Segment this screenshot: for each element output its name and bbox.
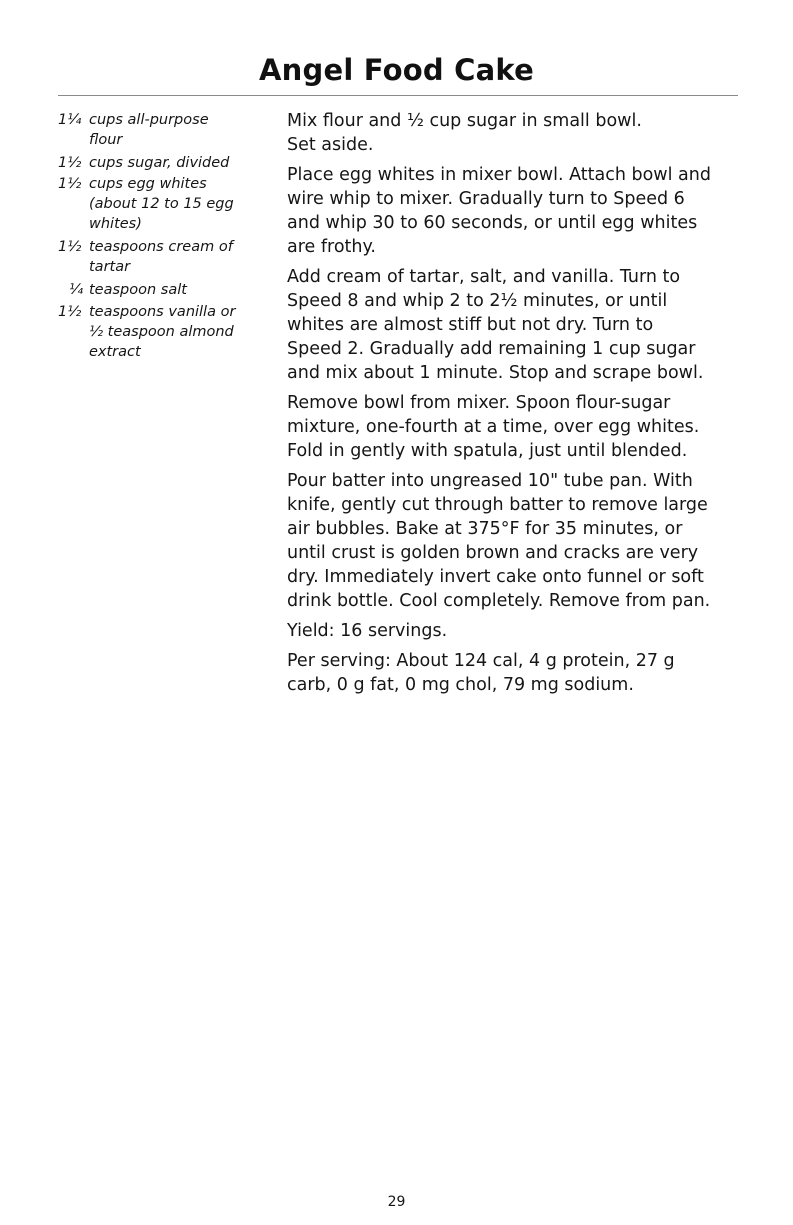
ingredient-text: cups egg whites (about 12 to 15 egg whites) (89, 176, 234, 232)
ingredient-text: cups all-purpose flour (89, 112, 209, 148)
page-number: 29 (387, 1194, 406, 1210)
method-instructions (287, 109, 742, 703)
method-step: Mix flour and ½ cup sugar in small bowl. Set aside. (287, 111, 642, 155)
ingredient-item (58, 110, 278, 150)
ingredient-quantity: 1½ (58, 304, 82, 320)
ingredient-item (58, 174, 278, 234)
method-step: Add cream of tartar, salt, and vanilla. Turn to Speed 8 and whip 2 to 2½ minutes, or until whites are almost stiff but not dry. Turn to Speed 2. Gradually add remaining 1 cup sugar and mix about 1 minute. Stop and scrape bowl. (287, 267, 704, 383)
nutrition-text: Per serving: About 124 cal, 4 g protein, 27 g carb, 0 g fat, 0 mg chol, 79 mg sodium. (287, 651, 675, 695)
ingredient-quantity: 1½ (58, 176, 82, 192)
ingredient-list (58, 110, 278, 362)
ingredient-quantity: ¼ (68, 282, 83, 298)
page-title: Angel Food Cake (259, 53, 534, 87)
ingredient-quantity: 1¼ (58, 112, 82, 128)
method-step: Remove bowl from mixer. Spoon flour-sugar mixture, one-fourth at a time, over egg whites. Fold in gently with spatula, just until blended. (287, 393, 700, 461)
ingredient-item (58, 153, 278, 173)
yield-text: Yield: 16 servings. (287, 621, 448, 641)
ingredient-quantity: 1½ (58, 239, 82, 255)
ingredient-text: teaspoons cream of tartar (89, 239, 233, 275)
method-step: Pour batter into ungreased 10" tube pan. With knife, gently cut through batter to remove large air bubbles. Bake at 375°F for 35 minutes, or until crust is golden brown and cracks are very dry. Immediately invert cake onto funnel or soft drink bottle. Cool completely. Remove from pan. (287, 471, 711, 611)
ingredient-quantity: 1½ (58, 155, 82, 171)
title-divider (58, 95, 738, 96)
ingredient-item (58, 280, 278, 300)
ingredient-text: teaspoon salt (89, 282, 187, 298)
ingredient-item (58, 302, 278, 362)
ingredient-text: teaspoons vanilla or ½ teaspoon almond extract (89, 304, 236, 360)
ingredient-item (58, 237, 278, 277)
method-step: Place egg whites in mixer bowl. Attach bowl and wire whip to mixer. Gradually turn to Speed 6 and whip 30 to 60 seconds, or until egg whites are frothy. (287, 165, 711, 257)
ingredient-text: cups sugar, divided (89, 155, 230, 171)
